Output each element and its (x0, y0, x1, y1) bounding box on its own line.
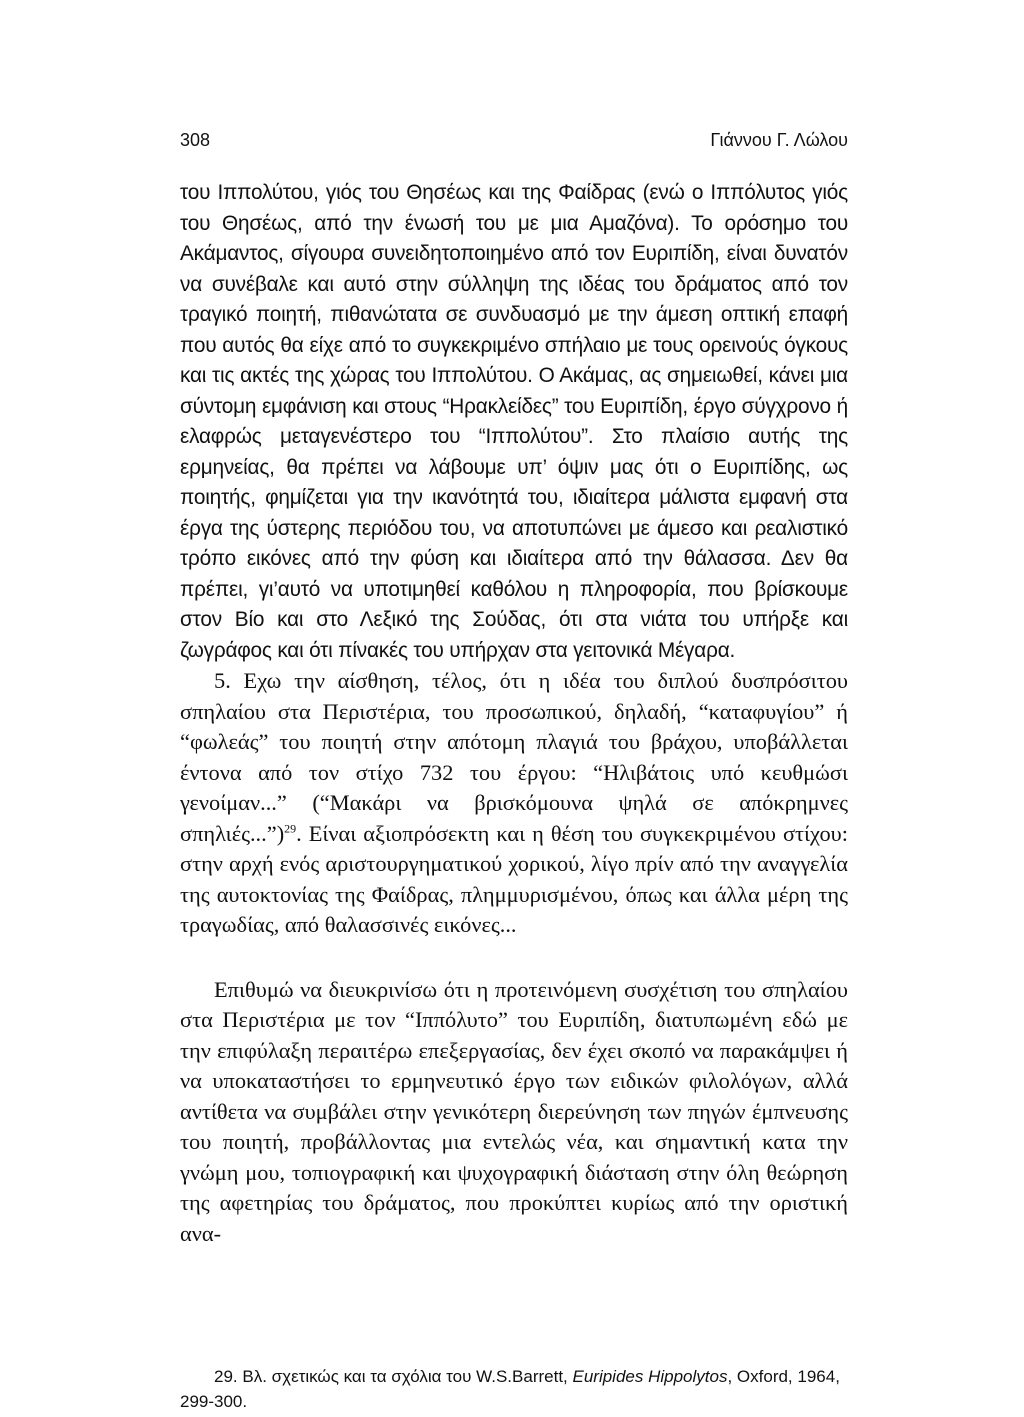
paragraph-section-5 (180, 666, 848, 941)
page-number: 308 (180, 130, 211, 150)
paragraph-section-5-text: 5. Εχω την αίσθηση, τέλος, ότι η ιδέα του διπλού δυσπρόσιτου σπηλαίου στα Περιστέρια, του προσωπικού, δηλαδή, “καταφυγίου” ή “φωλεάς” του ποιητή στην απότομη πλαγιά του βράχου, υποβάλλεται έντονα από τον στίχο 732 του έργου: “Ηλιβάτοις υπό κευθμώσι γενοίμαν...” (“Μακάρι να βρισκόμουνα ψηλά σε απόκρημνες σπηλιές...”) (180, 668, 848, 846)
footnote-number: 29. (214, 1367, 238, 1386)
footnote-text-end: , Oxford, 1964, 299-300. (180, 1367, 840, 1411)
body-text (180, 178, 848, 1249)
paragraph-section-5-text-cont: . Είναι αξιοπρόσεκτη και η θέση του συγκεκριμένου στίχου: στην αρχή ενός αριστουργηματικού χορικού, λίγο πρίν από την αναγγελία της αυτοκτονίας της Φαίδρας, πλημμυρισμένου, όπως και άλλα μέρη της τραγωδίας, από θαλασσινές εικόνες... (180, 820, 848, 937)
paragraph-closing: Επιθυμώ να διευκρινίσω ότι η προτεινόμενη συσχέτιση του σπηλαίου στα Περιστέρια με τον “Ιππόλυτο” του Ευριπίδη, διατυπωμένη εδώ με την επιφύλαξη περαιτέρω επεξεργασίας, δεν έχει σκοπό να παρακάμψει ή να υποκαταστήσει το ερμηνευτικό έργο των ειδικών φιλολόγων, αλλά αντίθετα να συμβάλει στην γενικότερη διερεύνηση των πηγών έμπνευσης του ποιητή, προβάλλοντας μια εντελώς νέα, και σημαντική κατα την γνώμη μου, τοπιογραφική και ψυχογραφική διάσταση στην όλη θεώρηση της αφετηρίας του δράματος, που προκύπτει κυρίως από την οριστική ανα- (180, 976, 848, 1246)
page-header (180, 130, 848, 160)
running-head: Γιάννου Γ. Λώλου (710, 130, 848, 150)
footnote-text: Βλ. σχετικώς και τα σχόλια του W.S.Barrett, (237, 1367, 573, 1386)
paragraph-continuation: του Ιππολύτου, γιός του Θησέως και της Φαίδρας (ενώ ο Ιππόλυτος γιός του Θησέως, από την ένωσή του με μια Αμαζόνα). Το ορόσημο του Ακάμαντος, σίγουρα συνειδητοποιημένο από τον Ευριπίδη, είναι δυνατόν να συνέβαλε και αυτό στην σύλληψη της ιδέας του δράματος από τον τραγικό ποιητή, πιθανώτατα σε συνδυασμό με την άμεση οπτική επαφή που αυτός θα είχε από το συγκεκριμένο σπήλαιο με τους ορεινούς όγκους και τις ακτές της χώρας του Ιππολύτου. Ο Ακάμας, ας σημειωθεί, κάνει μια σύντομη εμφάνιση και στους “Ηρακλείδες” του Ευριπίδη, έργο σύγχρονο ή ελαφρώς μεταγενέστερο του “Ιππολύτου”. Στο πλαίσιο αυτής της ερμηνείας, θα πρέπει να λάβουμε υπ’ όψιν μας ότι ο Ευριπίδης, ως ποιητής, φημίζεται για την ικανότητά του, ιδιαίτερα μάλιστα εμφανή στα έργα της ύστερης περιόδου του, να αποτυπώνει με άμεσο και ρεαλιστικό τρόπο εικόνες από την φύση και ιδιαίτερα από την θάλασσα. Δεν θα πρέπει, γι’αυτό να υποτιμηθεί καθόλου η πληροφορία, που βρίσκουμε στον Βίο και στο Λεξικό της Σούδας, ότι στα νιάτα του υπήρξε και ζωγράφος και ότι πίνακές του υπήρχαν στα γειτονικά Μέγαρα. (180, 181, 848, 662)
footnote-work-title: Euripides Hippolytos (572, 1367, 728, 1386)
footnote (180, 1364, 848, 1414)
footnote-reference: 29 (284, 821, 297, 836)
